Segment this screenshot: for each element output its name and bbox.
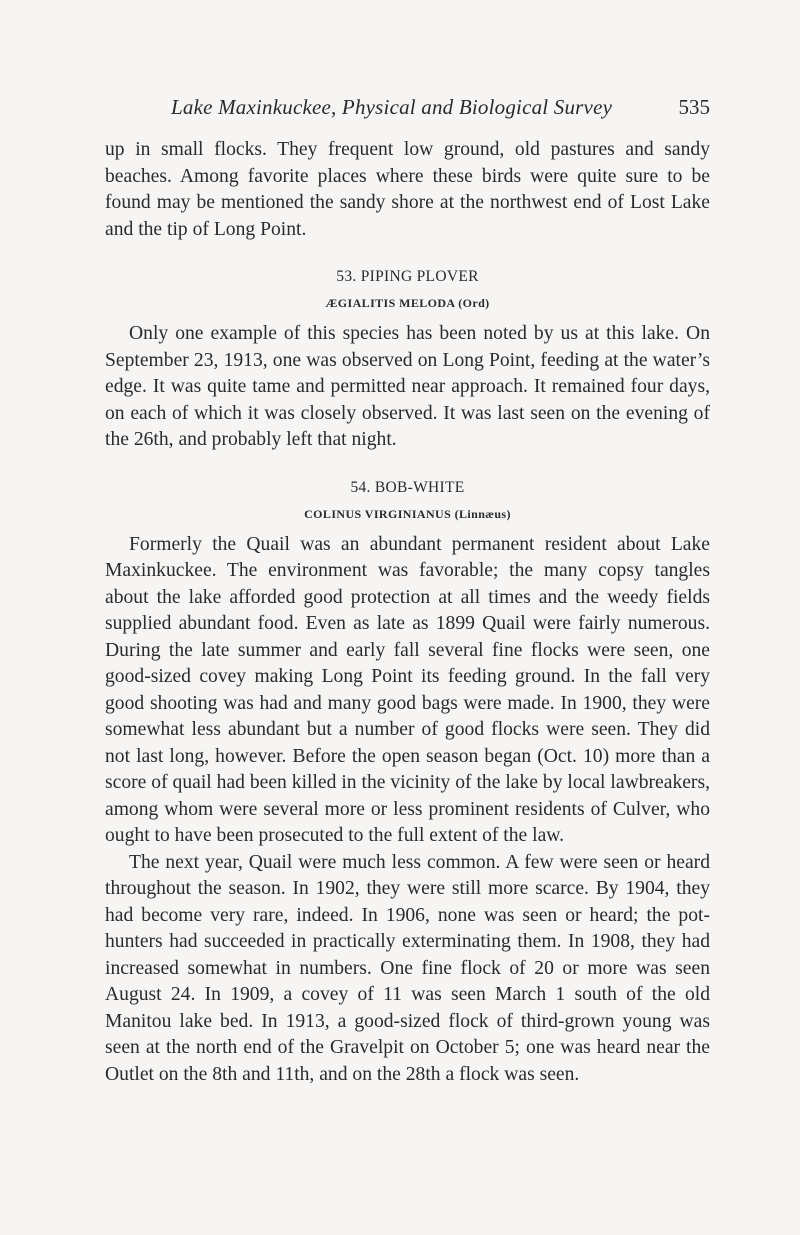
- species-latin-name: [105, 506, 710, 522]
- latin-authority: (Ord): [458, 296, 490, 310]
- species-latin-name: [105, 295, 710, 311]
- species-heading: 54. BOB-WHITE: [350, 478, 465, 496]
- body-paragraph: up in small flocks. They frequent low ground, old pastures and sandy beaches. Among favorite places where these birds were quite sure to be found may be mentioned the sandy shore at the northwest end of Lost Lake and the tip of Long Point.: [105, 139, 710, 240]
- book-page: [105, 95, 710, 1088]
- page-number: 535: [678, 95, 710, 119]
- body-paragraph: Only one example of this species has been noted by us at this lake. On September 23, 1913, one was observed on Long Point, feeding at the water’s edge. It was quite tame and permitted near approach. It remained four days, on each of which it was closely observed. It was last seen on the evening of the 26th, and probably left that night.: [105, 323, 710, 450]
- latin-authority: (Linnæus): [454, 506, 511, 521]
- intro-text: [105, 137, 710, 243]
- species-entry-piping-plover: [105, 267, 710, 454]
- running-title: Lake Maxinkuckee, Physical and Biological Survey: [171, 95, 613, 119]
- species-heading: 53. PIPING PLOVER: [336, 268, 479, 285]
- species-text: [105, 321, 710, 454]
- body-paragraph: Formerly the Quail was an abundant permanent resident about Lake Maxinkuckee. The environment was favorable; the many copsy tangles about the lake afforded good protection at all times and the weedy fields supplied abundant food. Even as late as 1899 Quail were fairly numerous. During the late summer and early fall several fine flocks were seen, one good-sized covey making Long Point its feeding ground. In the fall very good shooting was had and many good bags were made. In 1900, they were somewhat less abundant but a number of good flocks were seen. They did not last long, however. Before the open season began (Oct. 10) more than a score of quail had been killed in the vicinity of the lake by local lawbreakers, among whom were several more or less prominent residents of Culver, who ought to have been prosecuted to the full extent of the law.: [105, 533, 710, 846]
- species-text: [105, 532, 710, 1089]
- species-entry-bob-white: [105, 478, 710, 1089]
- running-head: [105, 95, 710, 137]
- latin-binomial: COLINUS VIRGINIANUS: [304, 506, 452, 521]
- body-paragraph: The next year, Quail were much less common. A few were seen or heard throughout the season. In 1902, they were still more scarce. By 1904, they had become very rare, indeed. In 1906, none was seen or heard; the pot-hunters had succeeded in practically exterminating them. In 1908, they had increased somewhat in numbers. One fine flock of 20 or more was seen August 24. In 1909, a covey of 11 was seen March 1 south of the old Manitou lake bed. In 1913, a good-sized flock of third-grown young was seen at the north end of the Gravelpit on October 5; one was heard near the Outlet on the 8th and 11th, and on the 28th a flock was seen.: [105, 851, 710, 1085]
- latin-binomial: ÆGIALITIS MELODA: [325, 296, 455, 310]
